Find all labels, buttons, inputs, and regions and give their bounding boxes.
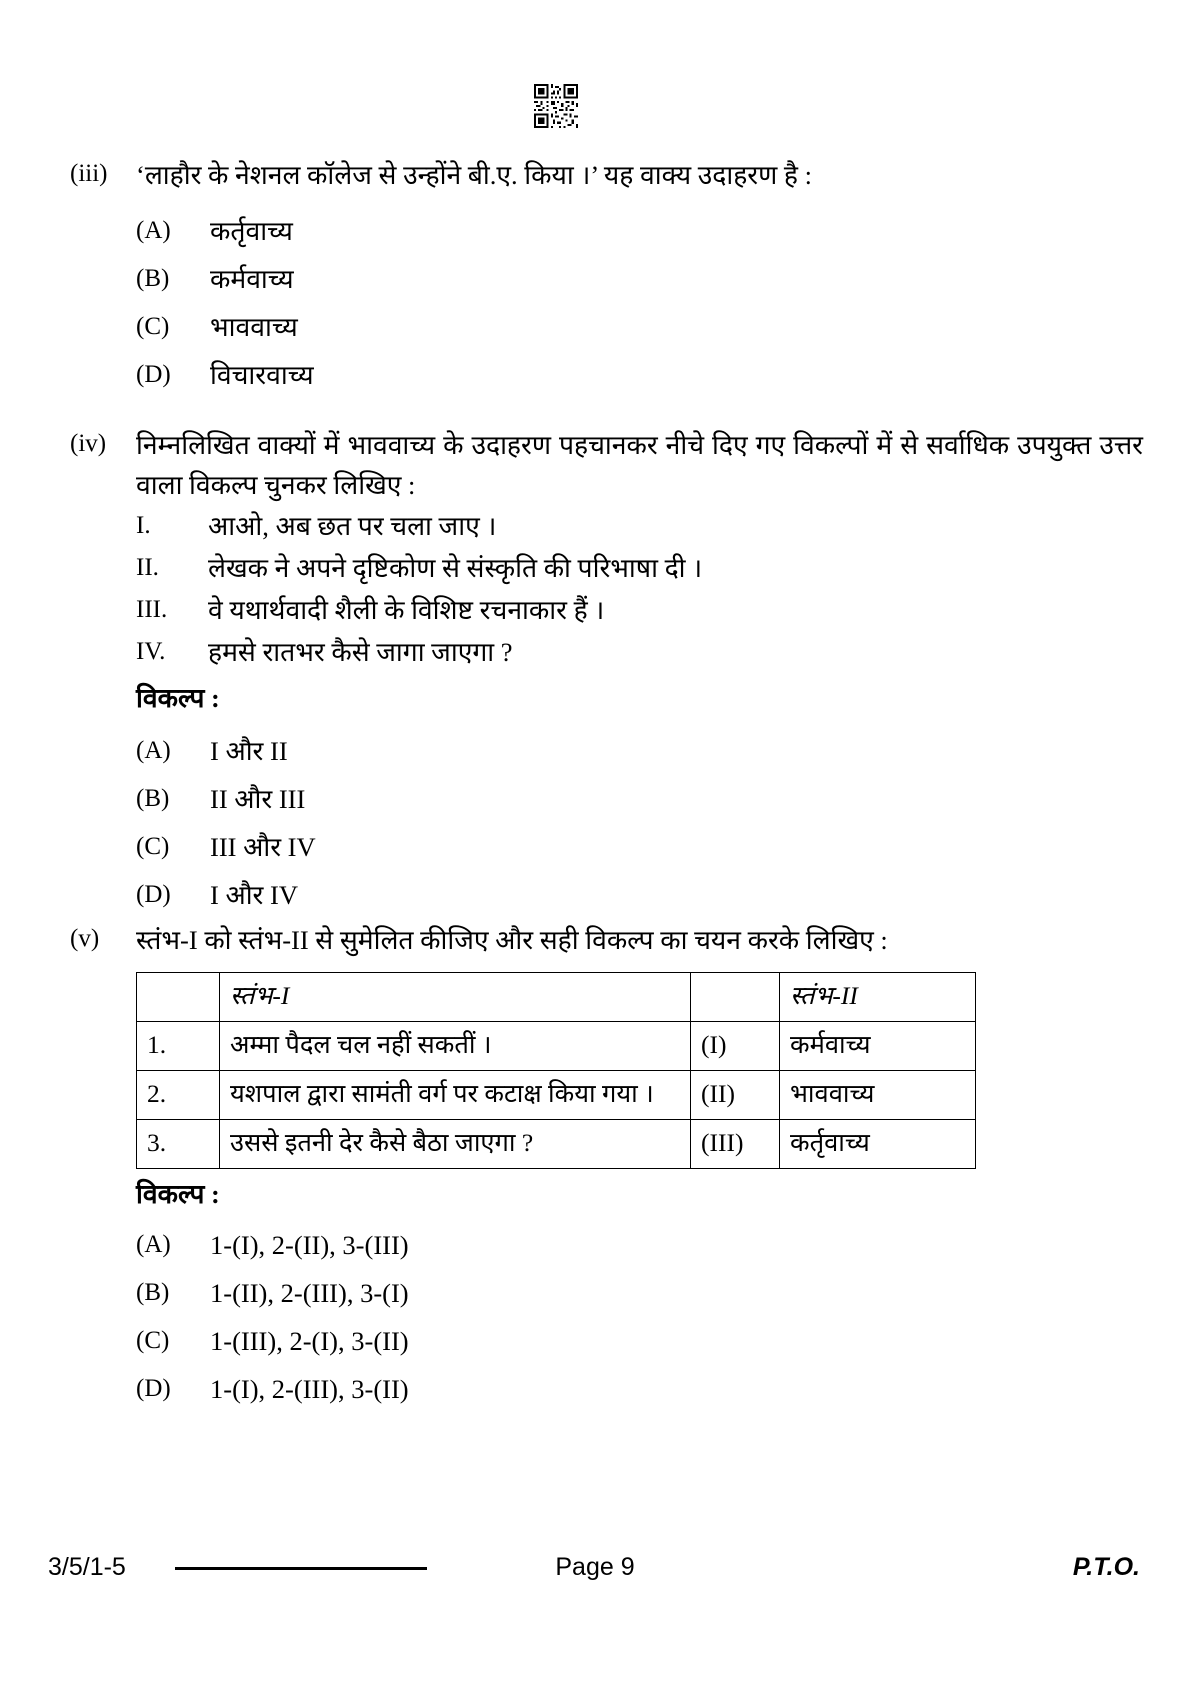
table-row bbox=[137, 1022, 976, 1071]
option-tag: (C) bbox=[136, 1327, 170, 1354]
question-iv-number: (iv) bbox=[70, 430, 107, 457]
page-number: Page 9 bbox=[555, 1553, 635, 1581]
header-blank-left bbox=[137, 973, 220, 1022]
option-text: विचारवाच्य bbox=[210, 360, 314, 390]
option-text: III और IV bbox=[210, 832, 316, 862]
option-tag: (D) bbox=[136, 1375, 171, 1402]
question-iii-option-b[interactable] bbox=[136, 257, 1138, 301]
question-v-options-label: विकल्प : bbox=[136, 1179, 220, 1209]
row-number: 1. bbox=[137, 1022, 220, 1071]
question-iii-option-c[interactable] bbox=[136, 305, 1138, 349]
option-tag: (C) bbox=[136, 313, 170, 340]
option-tag: (D) bbox=[136, 881, 171, 908]
option-text: 1-(I), 2-(II), 3-(III) bbox=[210, 1230, 409, 1260]
option-text: 1-(III), 2-(I), 3-(II) bbox=[210, 1326, 409, 1356]
question-iv-statement-1 bbox=[136, 505, 1143, 547]
header-column-one: स्तंभ-I bbox=[220, 973, 691, 1022]
statement-tag: III. bbox=[136, 596, 168, 623]
row-number: 2. bbox=[137, 1071, 220, 1120]
option-tag: (B) bbox=[136, 1279, 170, 1306]
row-left-text: अम्मा पैदल चल नहीं सकतीं । bbox=[220, 1022, 691, 1071]
question-iii-option-d[interactable] bbox=[136, 353, 1138, 397]
row-right-text: भाववाच्य bbox=[780, 1071, 976, 1120]
option-text: I और IV bbox=[210, 880, 298, 910]
question-v-option-d[interactable] bbox=[136, 1367, 1143, 1411]
statement-text: लेखक ने अपने दृष्टिकोण से संस्कृति की परिभाषा दी । bbox=[208, 553, 703, 583]
question-iv-option-d[interactable] bbox=[136, 873, 1143, 917]
row-right-text: कर्तृवाच्य bbox=[780, 1120, 976, 1169]
question-iv-option-b[interactable] bbox=[136, 777, 1143, 821]
question-iv-statement-3 bbox=[136, 589, 1143, 631]
row-roman-number: (II) bbox=[691, 1071, 780, 1120]
question-iv-text: निम्नलिखित वाक्यों में भाववाच्य के उदाहरण पहचानकर नीचे दिए गए विकल्पों में से सर्वाधिक उपयुक्त उत्तर वाला विकल्प चुनकर लिखिए : bbox=[136, 430, 1143, 500]
question-iv-options-label: विकल्प : bbox=[136, 683, 220, 713]
statement-text: आओ, अब छत पर चला जाए । bbox=[208, 511, 497, 541]
header-blank-right bbox=[691, 973, 780, 1022]
row-left-text: उससे इतनी देर कैसे बैठा जाएगा ? bbox=[220, 1120, 691, 1169]
question-v bbox=[48, 920, 1143, 1411]
statement-tag: I. bbox=[136, 512, 151, 539]
table-row bbox=[137, 1120, 976, 1169]
option-text: कर्तृवाच्य bbox=[210, 216, 293, 246]
question-v-text: स्तंभ-I को स्तंभ-II से सुमेलित कीजिए और सही विकल्प का चयन करके लिखिए : bbox=[136, 925, 888, 955]
option-tag: (B) bbox=[136, 785, 170, 812]
table-row bbox=[137, 1071, 976, 1120]
statement-tag: II. bbox=[136, 554, 159, 581]
question-iv-option-a[interactable] bbox=[136, 729, 1143, 773]
row-left-text: यशपाल द्वारा सामंती वर्ग पर कटाक्ष किया गया । bbox=[220, 1071, 691, 1120]
qr-code-icon bbox=[534, 84, 578, 128]
question-iii-option-a[interactable] bbox=[136, 209, 1138, 253]
option-text: भाववाच्य bbox=[210, 312, 298, 342]
table-header-row bbox=[137, 973, 976, 1022]
statement-text: हमसे रातभर कैसे जागा जाएगा ? bbox=[208, 637, 513, 667]
question-v-option-c[interactable] bbox=[136, 1319, 1143, 1363]
question-iii-text: ‘लाहौर के नेशनल कॉलेज से उन्होंने बी.ए. किया ।’ यह वाक्य उदाहरण है : bbox=[136, 160, 812, 190]
option-text: 1-(II), 2-(III), 3-(I) bbox=[210, 1278, 409, 1308]
question-iv-statement-4 bbox=[136, 631, 1143, 673]
question-v-option-b[interactable] bbox=[136, 1271, 1143, 1315]
option-tag: (D) bbox=[136, 361, 171, 388]
statement-text: वे यथार्थवादी शैली के विशिष्ट रचनाकार हैं । bbox=[208, 595, 605, 625]
option-text: I और II bbox=[210, 736, 288, 766]
match-columns-table bbox=[136, 972, 976, 1169]
option-tag: (C) bbox=[136, 833, 170, 860]
row-right-text: कर्मवाच्य bbox=[780, 1022, 976, 1071]
header-column-two: स्तंभ-II bbox=[780, 973, 976, 1022]
question-iv-option-c[interactable] bbox=[136, 825, 1143, 869]
statement-tag: IV. bbox=[136, 638, 166, 665]
option-text: II और III bbox=[210, 784, 306, 814]
question-iii-number: (iii) bbox=[70, 160, 108, 187]
option-text: कर्मवाच्य bbox=[210, 264, 294, 294]
paper-code: 3/5/1-5 bbox=[48, 1553, 126, 1581]
question-iii bbox=[48, 155, 1138, 397]
option-tag: (B) bbox=[136, 265, 170, 292]
option-tag: (A) bbox=[136, 217, 171, 244]
row-roman-number: (III) bbox=[691, 1120, 780, 1169]
pto-label: P.T.O. bbox=[1072, 1553, 1140, 1581]
question-iv bbox=[48, 425, 1143, 917]
row-roman-number: (I) bbox=[691, 1022, 780, 1071]
option-tag: (A) bbox=[136, 1231, 171, 1258]
row-number: 3. bbox=[137, 1120, 220, 1169]
question-v-number: (v) bbox=[70, 925, 100, 952]
option-tag: (A) bbox=[136, 737, 171, 764]
page-footer bbox=[0, 1547, 1190, 1587]
question-iv-statement-2 bbox=[136, 547, 1143, 589]
option-text: 1-(I), 2-(III), 3-(II) bbox=[210, 1374, 409, 1404]
question-v-option-a[interactable] bbox=[136, 1223, 1143, 1267]
